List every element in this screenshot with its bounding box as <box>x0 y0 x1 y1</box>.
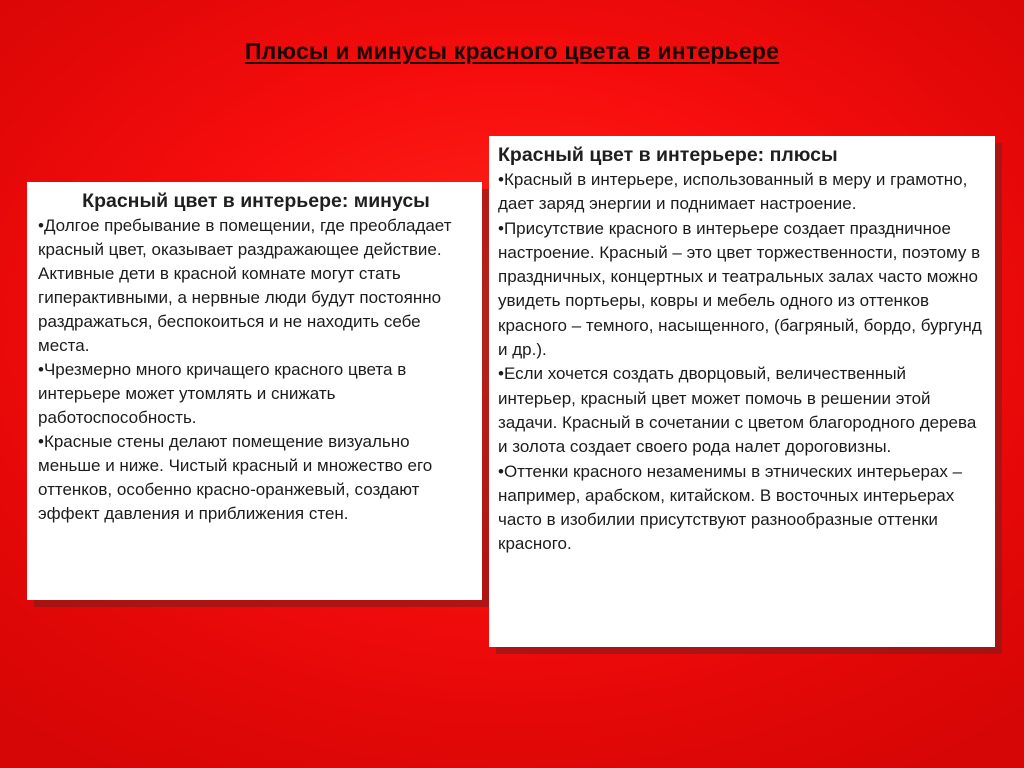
pros-item: • Оттенки красного незаменимы в этнических интерьерах – например, арабском, китайском. В восточных интерьерах часто в изобилии присутствуют разнообразные оттенки красного. <box>498 460 985 557</box>
cons-panel <box>27 182 482 600</box>
pros-item: • Если хочется создать дворцовый, величественный интерьер, красный цвет может помочь в решении этой задачи. Красный в сочетании с цветом благородного дерева и золота создает своего рода налет дороговизны. <box>498 362 985 459</box>
cons-item: • Чрезмерно много кричащего красного цвета в интерьере может утомлять и снижать работоспособность. <box>38 358 474 430</box>
cons-item: • Долгое пребывание в помещении, где преобладает красный цвет, оказывает раздражающее действие. Активные дети в красной комнате могут стать гиперактивными, а нервные люди будут постоянно раздражаться, беспокоиться и не находить себе места. <box>38 214 474 358</box>
pros-item: • Красный в интерьере, использованный в меру и грамотно, дает заряд энергии и поднимает настроение. <box>498 168 985 217</box>
cons-heading: Красный цвет в интерьере: минусы <box>82 190 430 212</box>
pros-list <box>498 168 985 557</box>
pros-heading: Красный цвет в интерьере: плюсы <box>498 144 838 166</box>
cons-list <box>38 214 474 526</box>
pros-panel <box>489 136 995 647</box>
pros-item: • Присутствие красного в интерьере создает праздничное настроение. Красный – это цвет торжественности, поэтому в праздничных, концертных и театральных залах часто можно увидеть портьеры, ковры и мебель одного из оттенков красного – темного, насыщенного, (багряный, бордо, бургунд и др.). <box>498 217 985 363</box>
slide-title: Плюсы и минусы красного цвета в интерьере <box>244 38 780 64</box>
cons-item: • Красные стены делают помещение визуально меньше и ниже. Чистый красный и множество его оттенков, особенно красно-оранжевый, создают эффект давления и приближения стен. <box>38 430 474 526</box>
